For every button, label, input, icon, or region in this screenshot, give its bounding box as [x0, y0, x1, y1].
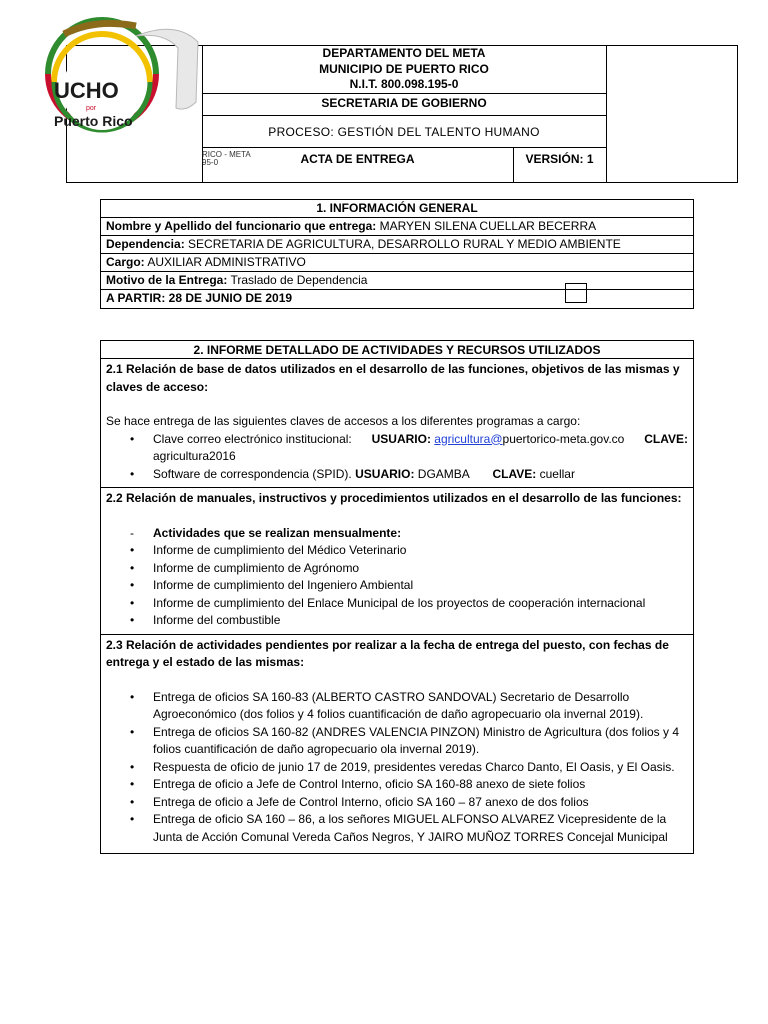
pending-item-line: Entrega de oficio a Jefe de Control Interno, oficio SA 160 – 87 anexo de dos folios	[153, 794, 589, 809]
pending-item-line: Entrega de oficios SA 160-82 (ANDRES VALENCIA PINZON) Ministro de Agricultura (dos folios y 4	[153, 724, 679, 739]
password-label: CLAVE:	[644, 431, 688, 446]
checkbox-box[interactable]	[565, 283, 587, 303]
start-date-value: 28 DE JUNIO DE 2019	[168, 291, 293, 305]
software-label: Software de correspondencia (SPID).	[153, 466, 352, 481]
list-item	[106, 759, 688, 777]
bullet-icon: •	[130, 724, 135, 739]
list-item	[106, 525, 688, 543]
header-rule	[202, 147, 606, 148]
user-label: USUARIO:	[371, 431, 431, 446]
process-label: PROCESO: GESTIÓN DEL TALENTO HUMANO	[268, 125, 540, 139]
reason-row	[101, 272, 693, 290]
section-2-1-intro: Se hace entrega de las siguientes claves de accesos a los diferentes programas a cargo:	[106, 414, 581, 428]
list-item	[106, 724, 688, 759]
position-value: AUXILIAR ADMINISTRATIVO	[147, 255, 306, 269]
section-2-2-title: 2.2 Relación de manuales, instructivos y procedimientos utilizados en el desarrollo de las funciones:	[106, 491, 682, 505]
reason-value: Traslado de Dependencia	[230, 273, 368, 287]
list-item	[106, 431, 688, 466]
detailed-report-title: 2. INFORME DETALLADO DE ACTIVIDADES Y RECURSOS UTILIZADOS	[101, 341, 693, 359]
list-item	[106, 560, 688, 578]
pending-item-line: Entrega de oficios SA 160-83 (ALBERTO CASTRO SANDOVAL) Secretario de Desarrollo	[153, 689, 630, 704]
position-label: Cargo:	[106, 255, 145, 269]
section-2-3-title-1: 2.3 Relación de actividades pendientes por realizar a la fecha de entrega del puesto, con fechas de	[106, 637, 669, 652]
bullet-icon: •	[130, 613, 135, 627]
logo-text-por: por	[86, 105, 97, 112]
section-2-1	[101, 359, 693, 488]
official-name-row	[101, 218, 693, 236]
list-item	[106, 466, 688, 484]
section-2-3	[101, 635, 693, 851]
list-item	[106, 542, 688, 560]
logo-caption-line-2: 95-0	[202, 158, 219, 167]
bullet-icon: •	[130, 431, 135, 446]
list-item	[106, 776, 688, 794]
software-user: DGAMBA	[417, 466, 470, 481]
list-item	[106, 811, 688, 846]
header-rule	[202, 93, 606, 94]
dependency-row	[101, 236, 693, 254]
bullet-icon: •	[130, 543, 135, 557]
position-row	[101, 254, 693, 272]
general-info-title: 1. INFORMACIÓN GENERAL	[101, 200, 693, 218]
pending-list	[106, 689, 688, 847]
pending-item-line: folios cuantificación de daño agropecuario ola invernal 2019).	[153, 742, 480, 756]
email-key-label: Clave correo electrónico institucional:	[153, 431, 352, 446]
dependency-value: SECRETARIA DE AGRICULTURA, DESARROLLO RURAL Y MEDIO AMBIENTE	[188, 237, 621, 251]
header-rule	[202, 115, 606, 116]
bullet-icon: •	[130, 560, 135, 575]
email-link[interactable]: agricultura@	[434, 431, 503, 446]
section-2-2	[101, 488, 693, 635]
section-2-1-title-2: claves de acceso:	[106, 379, 209, 394]
bullet-icon: •	[130, 689, 135, 704]
logo-caption	[202, 151, 251, 167]
user-label: USUARIO:	[355, 466, 415, 481]
document-type: ACTA DE ENTREGA	[300, 152, 415, 166]
logo-caption-line-1: RICO - META	[202, 150, 251, 159]
start-date-label: A PARTIR:	[106, 291, 166, 305]
pending-item-line: Junta de Acción Comunal Vereda Caños Negros, Y JAIRO MUÑOZ TORRES Concejal Municipal	[153, 829, 668, 844]
bullet-icon: •	[130, 794, 135, 809]
list-item	[106, 794, 688, 812]
list-item	[106, 595, 688, 613]
pending-item-line: Agroeconómico (dos folios y 4 folios cuantificación de daño agropecuario ola invernal 2019).	[153, 707, 644, 721]
manuals-list	[106, 525, 688, 630]
detailed-report-table	[100, 340, 694, 854]
municipal-logo	[36, 12, 212, 136]
start-date-row	[101, 290, 693, 308]
bullet-icon: •	[130, 466, 135, 481]
list-item	[106, 689, 688, 724]
section-2-1-title-1: 2.1 Relación de base de datos utilizados en el desarrollo de las funciones, objetivos de las mismas y	[106, 362, 680, 376]
pending-item-line: Entrega de oficio a Jefe de Control Interno, oficio SA 160-88 anexo de siete folios	[153, 777, 586, 791]
email-password: agricultura2016	[153, 449, 236, 463]
header-line-3: N.I.T. 800.098.195-0	[349, 77, 459, 91]
logo-text-ucho: UCHO	[54, 78, 119, 103]
document-version: VERSIÓN: 1	[525, 152, 594, 166]
monthly-activities-label: Actividades que se realizan mensualmente:	[153, 525, 402, 540]
reason-label: Motivo de la Entrega:	[106, 273, 228, 287]
header-line-1: DEPARTAMENTO DEL META	[322, 46, 486, 60]
software-password: cuellar	[539, 466, 575, 481]
report-item: Informe de cumplimiento de Agrónomo	[153, 560, 360, 575]
header-line-4: SECRETARIA DE GOBIERNO	[321, 96, 487, 110]
dependency-label: Dependencia:	[106, 237, 185, 251]
logo-text-puerto-rico: Puerto Rico	[54, 113, 133, 129]
header-institution	[202, 46, 606, 93]
password-label: CLAVE:	[492, 466, 537, 481]
header-line-2: MUNICIPIO DE PUERTO RICO	[319, 61, 489, 76]
bullet-icon: •	[130, 777, 135, 791]
section-2-3-title-2: entrega y el estado de las mismas:	[106, 655, 305, 669]
list-item	[106, 577, 688, 595]
email-domain: puertorico-meta.gov.co	[502, 431, 625, 446]
official-name-value: MARYEN SILENA CUELLAR BECERRA	[379, 219, 597, 233]
general-info-table	[100, 199, 694, 309]
bullet-icon: •	[130, 812, 135, 826]
bullet-icon: •	[130, 595, 135, 610]
list-item	[106, 612, 688, 630]
report-item: Informe de cumplimiento del Ingeniero Ambiental	[153, 578, 414, 592]
access-list	[106, 431, 688, 484]
report-item: Informe de cumplimiento del Enlace Municipal de los proyectos de cooperación internacional	[153, 595, 646, 610]
dash-icon: -	[130, 525, 134, 540]
pending-item-line: Respuesta de oficio de junio 17 de 2019, presidentes veredas Charco Danto, El Oasis, y El Oasis.	[153, 759, 675, 774]
bullet-icon: •	[130, 759, 135, 774]
pending-item-line: Entrega de oficio SA 160 – 86, a los señores MIGUEL ALFONSO ALVAREZ Vicepresidente de la	[153, 812, 667, 826]
official-name-label: Nombre y Apellido del funcionario que entrega:	[106, 219, 377, 233]
report-item: Informe de cumplimiento del Médico Veterinario	[153, 543, 407, 557]
bullet-icon: •	[130, 578, 135, 592]
report-item: Informe del combustible	[153, 613, 281, 627]
header-divider	[606, 46, 607, 182]
